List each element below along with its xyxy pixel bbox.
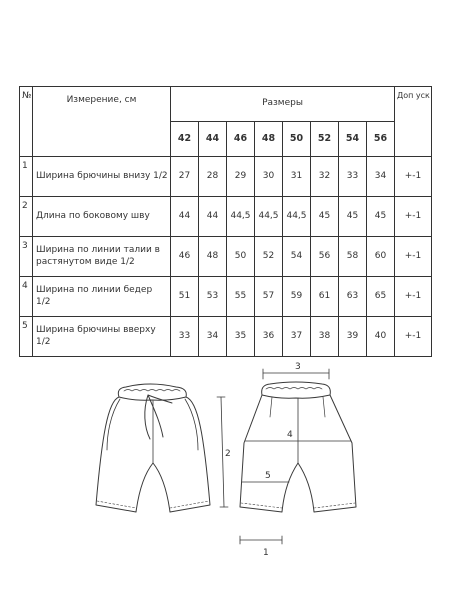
table-row [20, 277, 432, 317]
value-cell: 45 [339, 197, 367, 237]
dimension-label-5: 5 [265, 471, 271, 481]
dimension-label-3: 3 [295, 362, 301, 372]
value-cell: 44,5 [255, 197, 283, 237]
tolerance-cell: +-1 [395, 157, 432, 197]
back-dart-right [323, 397, 325, 417]
value-cell: 57 [255, 277, 283, 317]
no-header: № [20, 87, 33, 157]
back-waistband-ruffle [266, 388, 322, 390]
dimension-label-1: 1 [263, 548, 269, 558]
size-cell: 56 [367, 122, 395, 157]
value-cell: 39 [339, 317, 367, 357]
back-hem-stitch-lines [241, 503, 355, 508]
table-row [20, 157, 432, 197]
value-cell: 65 [367, 277, 395, 317]
sizes-header: Размеры [171, 87, 395, 122]
shorts-technical-drawing [0, 355, 450, 565]
value-cell: 45 [311, 197, 339, 237]
size-cell: 54 [339, 122, 367, 157]
row-number: 5 [20, 317, 33, 357]
shorts-front-view [96, 384, 231, 512]
dimension-label-2: 2 [225, 449, 231, 459]
back-waistband [262, 382, 331, 398]
value-cell: 52 [255, 237, 283, 277]
tolerance-cell: +-1 [395, 277, 432, 317]
measurement-name: Длина по боковому шву [33, 197, 171, 237]
tolerance-cell: +-1 [395, 237, 432, 277]
row-number: 3 [20, 237, 33, 277]
value-cell: 31 [283, 157, 311, 197]
value-cell: 33 [171, 317, 199, 357]
value-cell: 55 [227, 277, 255, 317]
value-cell: 63 [339, 277, 367, 317]
table-row [20, 237, 432, 277]
front-waistband [118, 384, 186, 400]
value-cell: 44 [171, 197, 199, 237]
size-cell: 48 [255, 122, 283, 157]
value-cell: 51 [171, 277, 199, 317]
value-cell: 59 [283, 277, 311, 317]
row-number: 1 [20, 157, 33, 197]
value-cell: 32 [311, 157, 339, 197]
size-cell: 50 [283, 122, 311, 157]
value-cell: 27 [171, 157, 199, 197]
value-cell: 45 [367, 197, 395, 237]
measurement-name: Ширина брючины вверху 1/2 [33, 317, 171, 357]
value-cell: 34 [367, 157, 395, 197]
header-row [20, 87, 432, 122]
table-row [20, 197, 432, 237]
value-cell: 33 [339, 157, 367, 197]
value-cell: 48 [199, 237, 227, 277]
value-cell: 46 [171, 237, 199, 277]
front-waistband-ruffle [124, 390, 180, 392]
value-cell: 44,5 [227, 197, 255, 237]
size-cell: 52 [311, 122, 339, 157]
tolerance-header: Доп уск [395, 87, 432, 157]
dimension-line-2 [221, 397, 224, 507]
table-row [20, 317, 432, 357]
row-number: 2 [20, 197, 33, 237]
shorts-back-view [240, 362, 356, 558]
value-cell: 37 [283, 317, 311, 357]
hem-stitch-lines [97, 501, 209, 508]
measure-header: Измерение, см [33, 87, 171, 157]
value-cell: 54 [283, 237, 311, 277]
size-cell: 46 [227, 122, 255, 157]
drawstring [145, 395, 172, 439]
back-dart-left [270, 397, 272, 417]
value-cell: 44,5 [283, 197, 311, 237]
value-cell: 53 [199, 277, 227, 317]
value-cell: 50 [227, 237, 255, 277]
measurement-name: Ширина по линии бедер 1/2 [33, 277, 171, 317]
tolerance-cell: +-1 [395, 317, 432, 357]
row-number: 4 [20, 277, 33, 317]
front-pocket-right [185, 399, 198, 450]
value-cell: 61 [311, 277, 339, 317]
value-cell: 34 [199, 317, 227, 357]
value-cell: 44 [199, 197, 227, 237]
value-cell: 58 [339, 237, 367, 277]
value-cell: 36 [255, 317, 283, 357]
value-cell: 29 [227, 157, 255, 197]
value-cell: 40 [367, 317, 395, 357]
value-cell: 28 [199, 157, 227, 197]
value-cell: 38 [311, 317, 339, 357]
size-cell: 44 [199, 122, 227, 157]
measurement-name: Ширина брючины внизу 1/2 [33, 157, 171, 197]
dimension-label-4: 4 [287, 430, 293, 440]
front-pocket-left [107, 399, 120, 450]
measurement-name: Ширина по линии талии в растянутом виде 1/2 [33, 237, 171, 277]
tolerance-cell: +-1 [395, 197, 432, 237]
value-cell: 56 [311, 237, 339, 277]
size-cell: 42 [171, 122, 199, 157]
value-cell: 60 [367, 237, 395, 277]
size-table [19, 86, 432, 357]
value-cell: 35 [227, 317, 255, 357]
value-cell: 30 [255, 157, 283, 197]
